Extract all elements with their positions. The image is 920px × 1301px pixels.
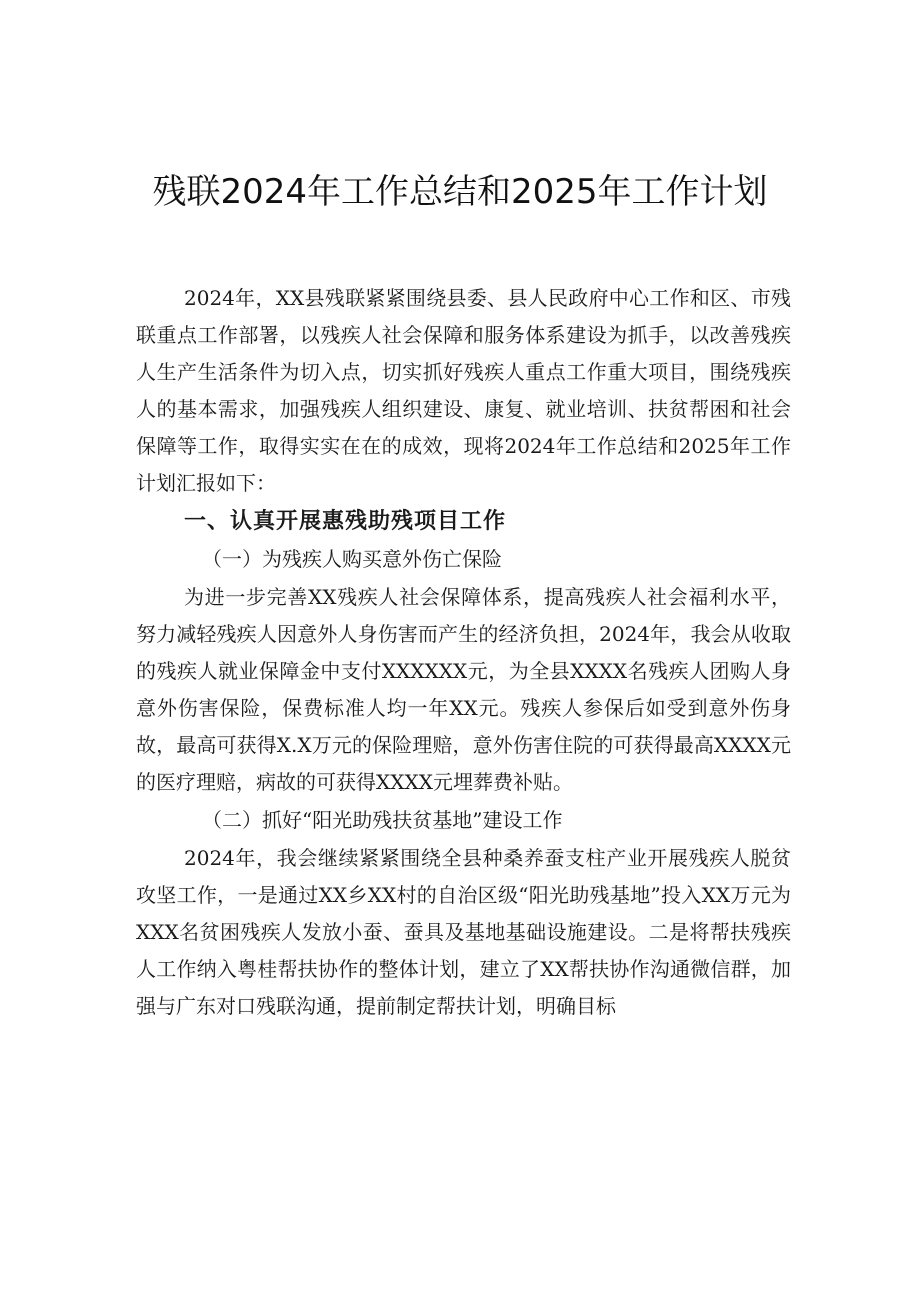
subsection-paragraph: 为进一步完善XX残疾人社会保障体系，提高残疾人社会福利水平，努力减轻残疾人因意外人身伤害而产生的经济负担，2024年，我会从收取的残疾人就业保障金中支付XXXXXX元，为全县XXXX名残疾人团购人身意外伤害保险，保费标准人均一年XX元。残疾人参保后如受到意外伤身故，最高可获得X.X万元的保险理赔，意外伤害住院的可获得最高XXXX元的医疗理赔，病故的可获得XXXX元埋葬费补贴。: [136, 585, 791, 794]
section-heading: 一、认真开展惠残助残项目工作: [184, 508, 507, 534]
document-title: 残联2024年工作总结和2025年工作计划: [152, 172, 768, 212]
subsection-heading: （一）为残疾人购买意外伤亡保险: [202, 547, 502, 571]
document-body: [136, 280, 791, 1025]
subsection-heading: （二）抓好“阳光助残扶贫基地”建设工作: [202, 808, 563, 832]
subsection-paragraph: 2024年，我会继续紧紧围绕全县种桑养蚕支柱产业开展残疾人脱贫攻坚工作，一是通过XX乡XX村的自治区级“阳光助残基地”投入XX万元为XXX名贫困残疾人发放小蚕、蚕具及基地基础设施建设。二是将帮扶残疾人工作纳入粤桂帮扶协作的整体计划，建立了XX帮扶协作沟通微信群，加强与广东对口残联沟通，提前制定帮扶计划，明确目标: [136, 846, 791, 1018]
intro-paragraph: 2024年，XX县残联紧紧围绕县委、县人民政府中心工作和区、市残联重点工作部署，以残疾人社会保障和服务体系建设为抓手，以改善残疾人生产生活条件为切入点，切实抓好残疾人重点工作重大项目，围绕残疾人的基本需求，加强残疾人组织建设、康复、就业培训、扶贫帮困和社会保障等工作，取得实实在在的成效，现将2024年工作总结和2025年工作计划汇报如下：: [136, 286, 791, 495]
